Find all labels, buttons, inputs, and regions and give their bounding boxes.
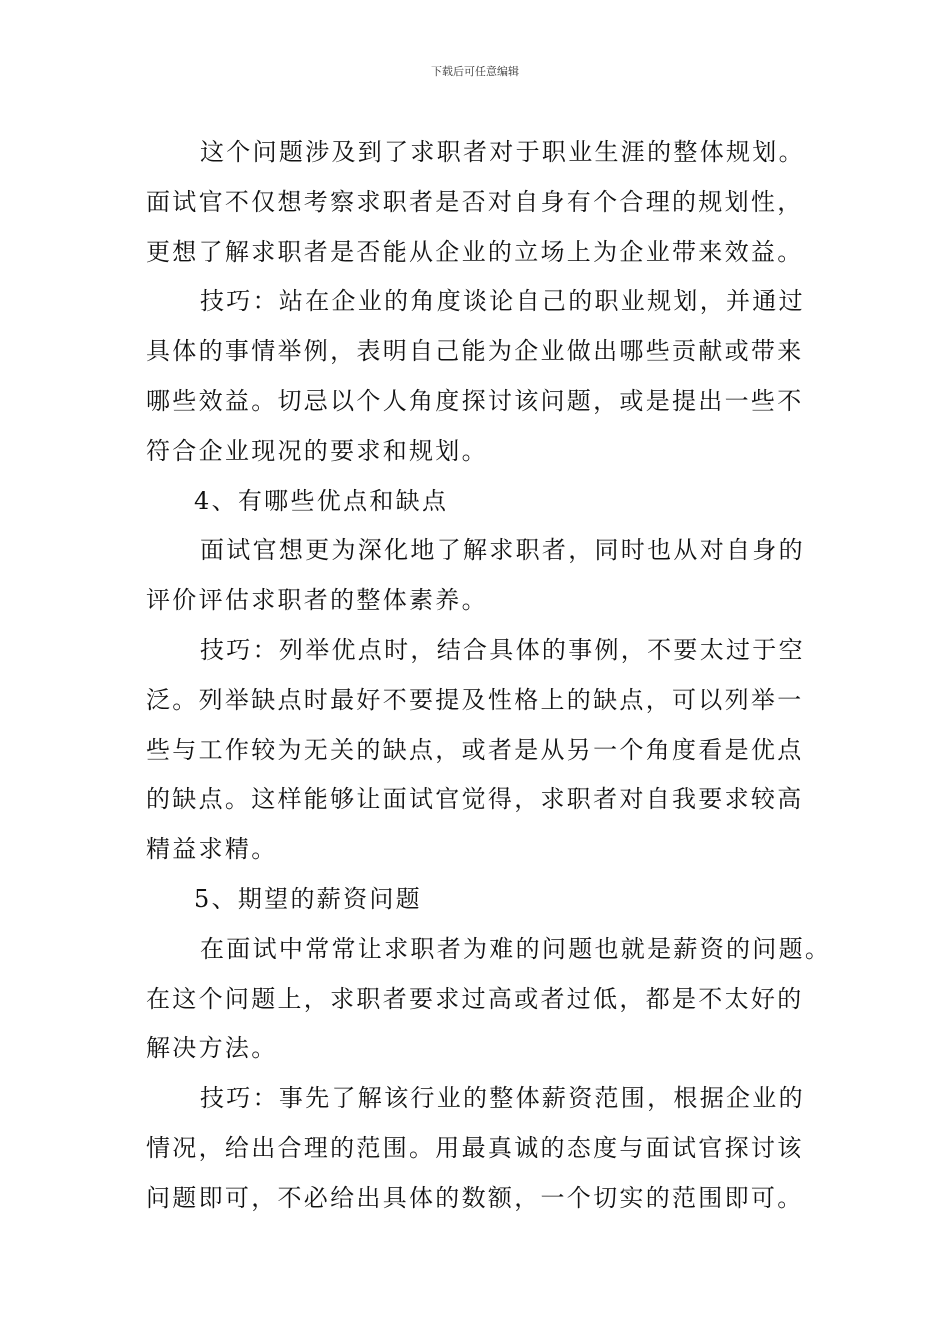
text-line: 问题即可，不必给出具体的数额，一个切实的范围即可。	[146, 1183, 804, 1212]
text-line: 的缺点。这样能够让面试官觉得，求职者对自我要求较高	[146, 785, 804, 814]
text-line: 评价评估求职者的整体素养。	[146, 586, 488, 615]
paragraph-strengths-tip	[146, 626, 818, 875]
text-line: 泛。列举缺点时最好不要提及性格上的缺点，可以列举一	[146, 685, 804, 714]
text-line: 精益求精。	[146, 835, 278, 864]
text-line: 技巧：事先了解该行业的整体薪资范围，根据企业的	[200, 1084, 805, 1113]
text-line: 解决方法。	[146, 1034, 278, 1063]
text-line: 技巧：列举优点时，结合具体的事例，不要太过于空	[200, 635, 805, 664]
text-line: 面试官不仅想考察求职者是否对自身有个合理的规划性，	[146, 187, 804, 216]
section-heading-4	[146, 477, 818, 527]
text-line: 在面试中常常让求职者为难的问题也就是薪资的问题。	[200, 934, 832, 963]
text-line: 面试官想更为深化地了解求职者，同时也从对自身的	[200, 536, 805, 565]
page-header: 下载后可任意编辑	[431, 65, 519, 78]
paragraph-salary-intro	[146, 925, 832, 1074]
text-line: 在这个问题上，求职者要求过高或者过低，都是不太好的	[146, 984, 804, 1013]
text-line: 技巧：站在企业的角度谈论自己的职业规划，并通过	[200, 287, 805, 316]
text-line: 些与工作较为无关的缺点，或者是从另一个角度看是优点	[146, 735, 804, 764]
paragraph-career-planning	[146, 128, 818, 277]
text-line: 具体的事情举例，表明自己能为企业做出哪些贡献或带来	[146, 337, 804, 366]
paragraph-career-tip	[146, 277, 818, 476]
section-heading-5	[146, 875, 818, 925]
heading-text: 4、有哪些优点和缺点	[194, 486, 449, 515]
text-line: 情况，给出合理的范围。用最真诚的态度与面试官探讨该	[146, 1133, 804, 1162]
text-line: 哪些效益。切忌以个人角度探讨该问题，或是提出一些不	[146, 386, 804, 415]
heading-text: 5、期望的薪资问题	[194, 884, 422, 913]
text-line: 这个问题涉及到了求职者对于职业生涯的整体规划。	[200, 138, 805, 166]
paragraph-strengths-intro	[146, 526, 818, 626]
document-body	[146, 128, 832, 1224]
text-line: 符合企业现况的要求和规划。	[146, 436, 488, 465]
paragraph-salary-tip	[146, 1074, 818, 1223]
text-line: 更想了解求职者是否能从企业的立场上为企业带来效益。	[146, 237, 804, 266]
